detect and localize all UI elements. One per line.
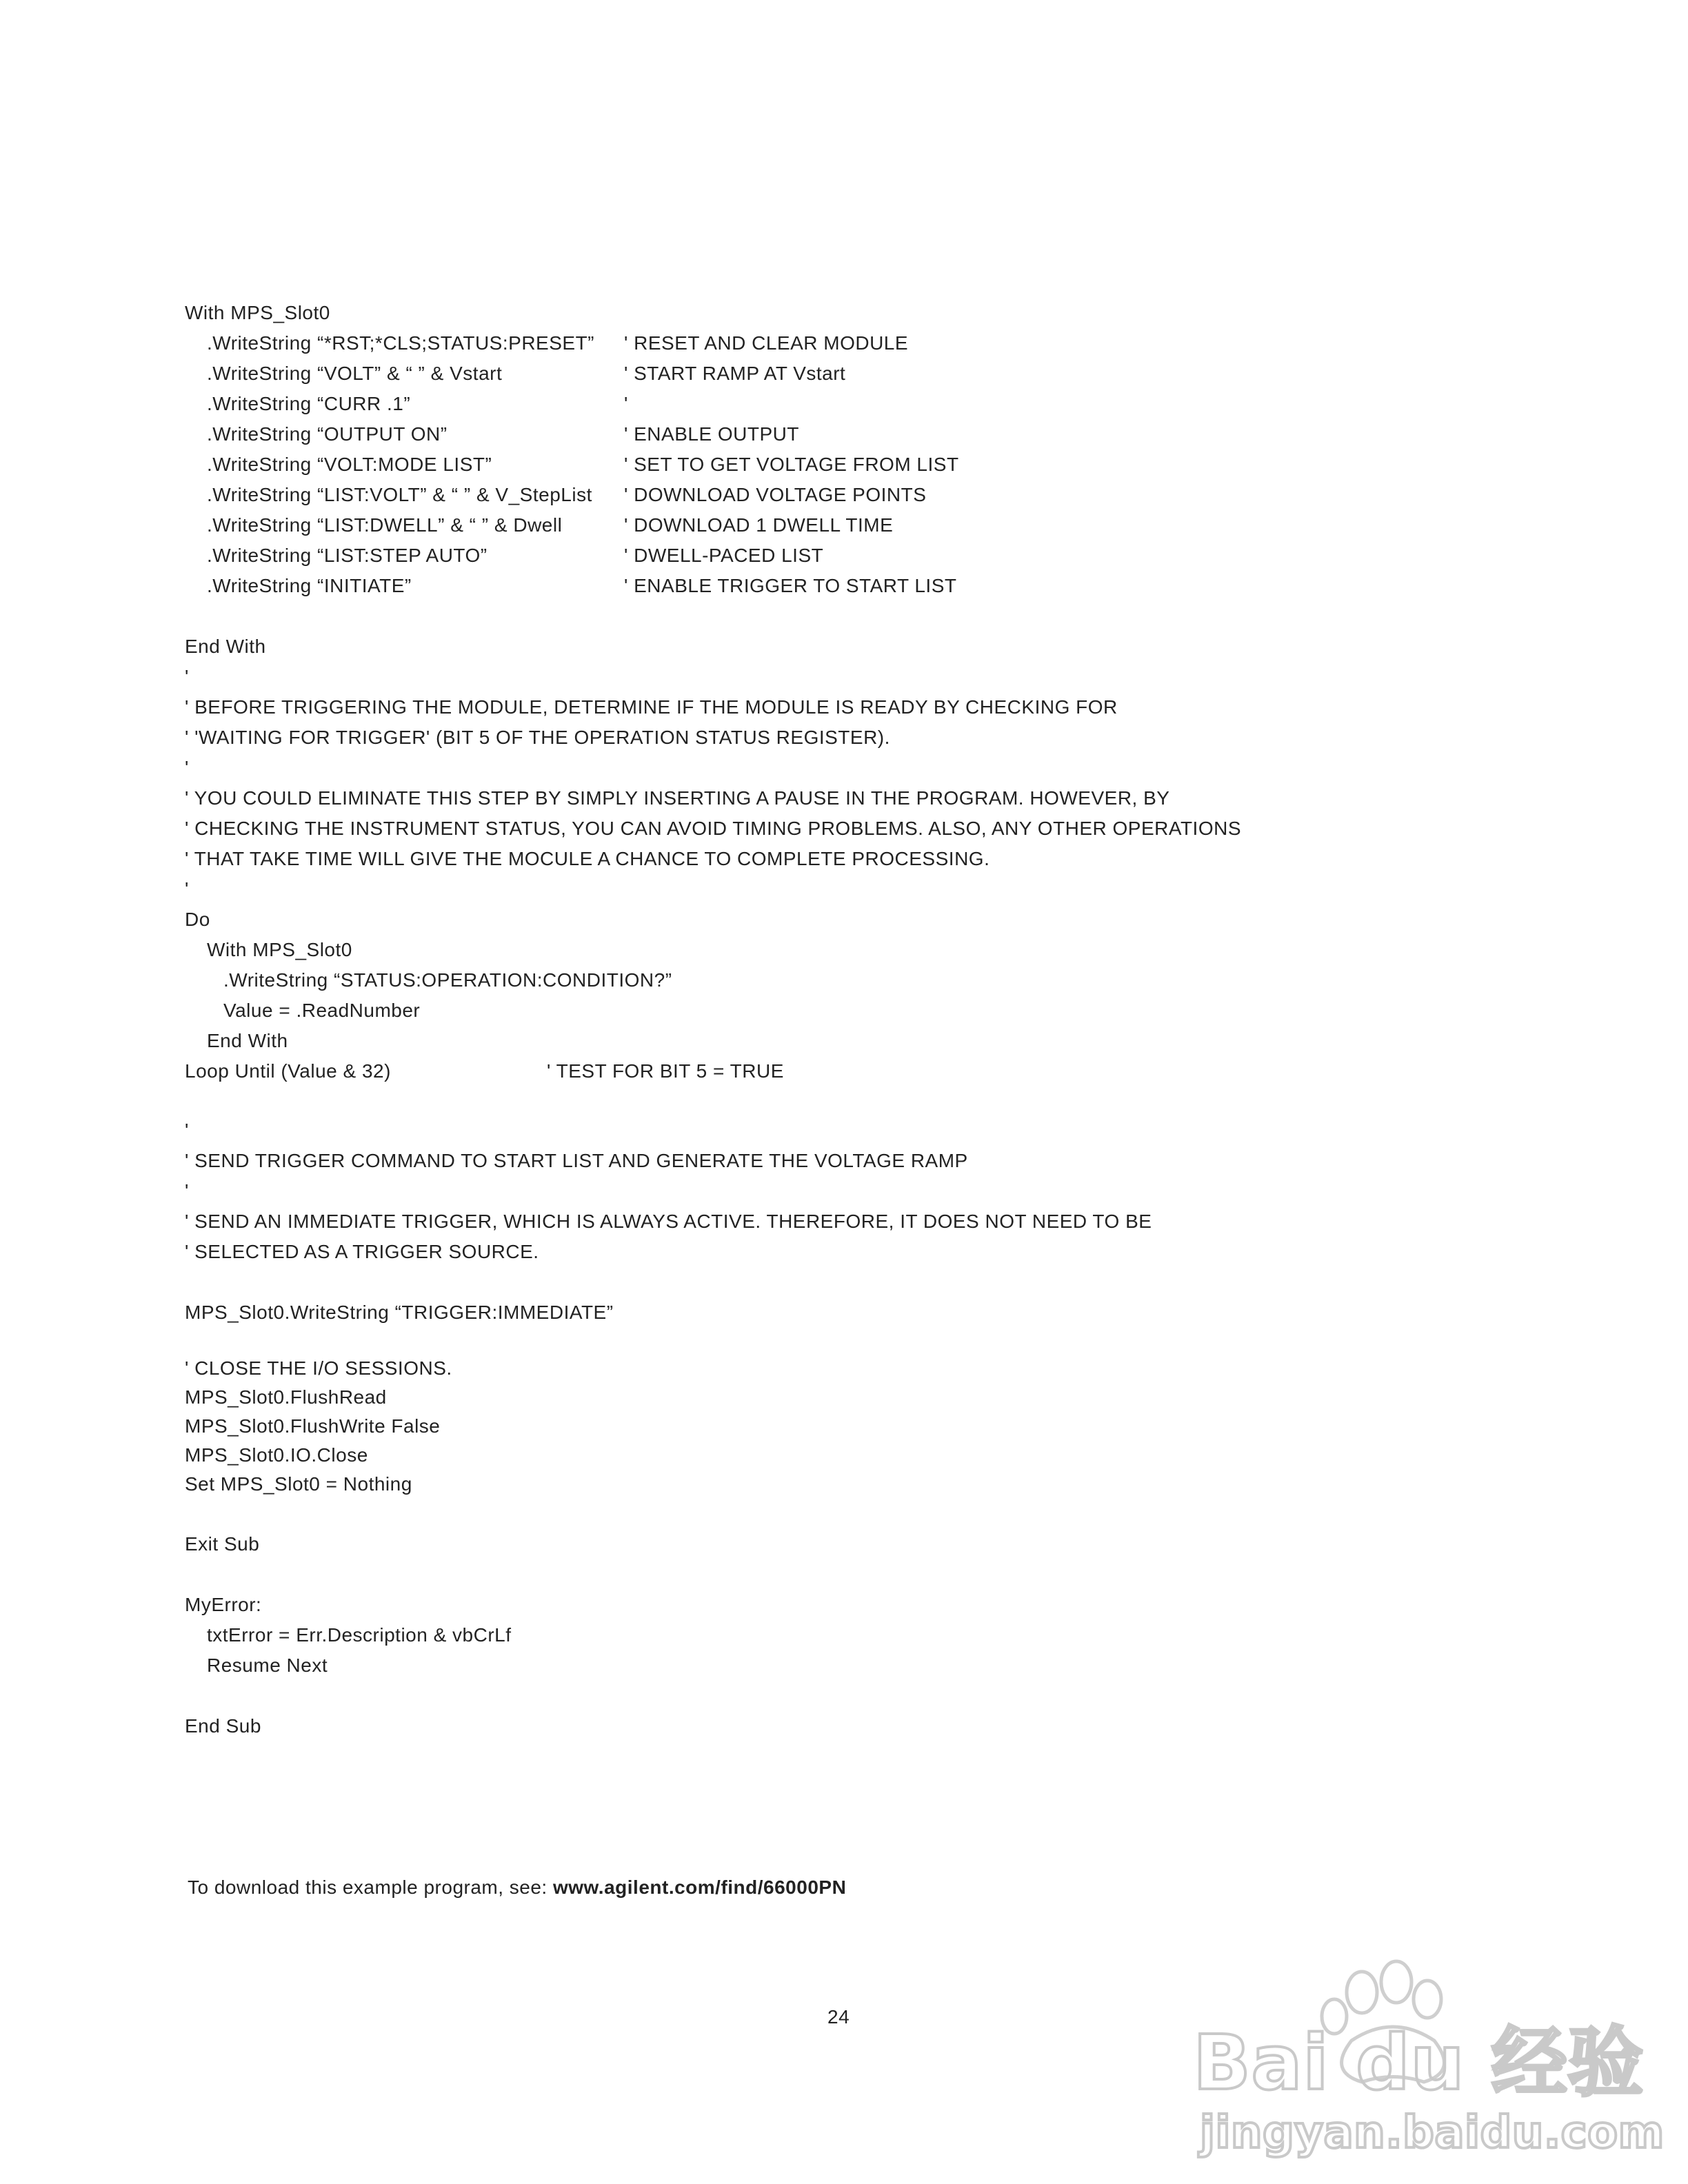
- code-text: ' SEND TRIGGER COMMAND TO START LIST AND GENERATE THE VOLTAGE RAMP: [185, 1150, 968, 1171]
- code-comment: ' TEST FOR BIT 5 = TRUE: [547, 1060, 784, 1082]
- code-comment: ' SET TO GET VOLTAGE FROM LIST: [624, 454, 959, 475]
- code-line: [185, 844, 1495, 874]
- code-line: [185, 722, 1495, 753]
- code-line: [185, 358, 1495, 389]
- code-line: [185, 1383, 1495, 1412]
- code-text: End Sub: [185, 1715, 261, 1737]
- watermark-brand: Bai du 经验: [1193, 2019, 1644, 2107]
- code-listing: [185, 298, 1495, 1741]
- code-text: ' CLOSE THE I/O SESSIONS.: [185, 1357, 452, 1379]
- code-text: End With: [185, 636, 266, 657]
- code-line: [185, 1297, 1495, 1328]
- code-line: [185, 480, 1495, 510]
- blank-line: [185, 1328, 1495, 1354]
- code-line: [185, 753, 1495, 783]
- code-text: .WriteString “OUTPUT ON”: [207, 423, 448, 445]
- code-text: ' 'WAITING FOR TRIGGER' (BIT 5 OF THE OPERATION STATUS REGISTER).: [185, 727, 890, 748]
- baidu-watermark-logo: [1186, 1951, 1665, 2158]
- code-comment: ' DWELL-PACED LIST: [624, 545, 824, 566]
- code-comment: ': [624, 393, 628, 414]
- code-text: MPS_Slot0.WriteString “TRIGGER:IMMEDIATE”: [185, 1302, 614, 1323]
- code-text: ' BEFORE TRIGGERING THE MODULE, DETERMINE IF THE MODULE IS READY BY CHECKING FOR: [185, 696, 1118, 718]
- code-text: .WriteString “*RST;*CLS;STATUS:PRESET”: [207, 332, 594, 354]
- code-line: [185, 571, 1495, 601]
- code-text: MPS_Slot0.IO.Close: [185, 1444, 368, 1466]
- code-text: Loop Until (Value & 32): [185, 1060, 391, 1082]
- code-line: [185, 1590, 1495, 1620]
- code-text: .WriteString “LIST:DWELL” & “ ” & Dwell: [207, 514, 563, 536]
- code-comment: ' ENABLE OUTPUT: [624, 423, 800, 445]
- code-line: [185, 540, 1495, 571]
- code-line: [185, 874, 1495, 904]
- code-comment: ' ENABLE TRIGGER TO START LIST: [624, 575, 957, 596]
- download-link[interactable]: www.agilent.com/find/66000PN: [553, 1877, 847, 1898]
- code-line: [185, 1650, 1495, 1681]
- code-text: ': [185, 757, 189, 778]
- code-text: .WriteString “LIST:STEP AUTO”: [207, 545, 488, 566]
- code-text: Set MPS_Slot0 = Nothing: [185, 1473, 412, 1495]
- code-line: [185, 510, 1495, 540]
- code-text: .WriteString “VOLT:MODE LIST”: [207, 454, 492, 475]
- code-line: [185, 965, 1495, 995]
- code-line: [185, 692, 1495, 722]
- code-line: [185, 935, 1495, 965]
- code-line: [185, 631, 1495, 662]
- code-text: .WriteString “STATUS:OPERATION:CONDITION?”: [223, 969, 672, 991]
- blank-line: [185, 1681, 1495, 1711]
- watermark-url: jingyan.baidu.com: [1200, 2107, 1665, 2158]
- code-line: [185, 389, 1495, 419]
- download-note: [188, 1877, 846, 1899]
- code-text: Resume Next: [207, 1655, 328, 1676]
- code-text: ': [185, 1180, 189, 1202]
- code-line: [185, 1056, 1495, 1086]
- code-line: [185, 1620, 1495, 1650]
- code-line: [185, 1354, 1495, 1383]
- code-line: [185, 1206, 1495, 1237]
- blank-line: [185, 601, 1495, 631]
- code-line: [185, 1237, 1495, 1267]
- code-text: ' YOU COULD ELIMINATE THIS STEP BY SIMPLY INSERTING A PAUSE IN THE PROGRAM. HOWEVER, BY: [185, 787, 1170, 809]
- code-text: ' SELECTED AS A TRIGGER SOURCE.: [185, 1241, 539, 1262]
- code-line: [185, 1529, 1495, 1559]
- code-text: MPS_Slot0.FlushWrite False: [185, 1415, 441, 1437]
- code-line: [185, 904, 1495, 935]
- code-line: [185, 1441, 1495, 1470]
- code-text: ' CHECKING THE INSTRUMENT STATUS, YOU CAN AVOID TIMING PROBLEMS. ALSO, ANY OTHER OPERATIONS: [185, 818, 1242, 839]
- code-line: [185, 1146, 1495, 1176]
- code-text: ': [185, 878, 189, 900]
- code-line: [185, 298, 1495, 328]
- code-line: [185, 1470, 1495, 1499]
- download-note-text: To download this example program, see:: [188, 1877, 553, 1898]
- code-text: ' THAT TAKE TIME WILL GIVE THE MOCULE A CHANCE TO COMPLETE PROCESSING.: [185, 848, 990, 869]
- code-line: [185, 783, 1495, 813]
- code-text: .WriteString “VOLT” & “ ” & Vstart: [207, 363, 503, 384]
- code-line: [185, 1412, 1495, 1441]
- blank-line: [185, 1499, 1495, 1529]
- code-text: Do: [185, 909, 210, 930]
- code-line: [185, 328, 1495, 358]
- code-line: [185, 449, 1495, 480]
- blank-line: [185, 1267, 1495, 1297]
- code-text: ': [185, 666, 189, 687]
- code-text: With MPS_Slot0: [207, 939, 352, 960]
- code-comment: ' DOWNLOAD VOLTAGE POINTS: [624, 484, 927, 505]
- page-number: 24: [827, 2006, 850, 2028]
- code-line: [185, 1711, 1495, 1741]
- code-comment: ' RESET AND CLEAR MODULE: [624, 332, 909, 354]
- code-text: ': [185, 1120, 189, 1141]
- code-text: With MPS_Slot0: [185, 302, 330, 323]
- code-line: [185, 995, 1495, 1026]
- code-text: MyError:: [185, 1594, 262, 1615]
- blank-line: [185, 1559, 1495, 1590]
- code-line: [185, 813, 1495, 844]
- code-text: .WriteString “LIST:VOLT” & “ ” & V_StepList: [207, 484, 592, 505]
- code-text: MPS_Slot0.FlushRead: [185, 1386, 387, 1408]
- code-text: ' SEND AN IMMEDIATE TRIGGER, WHICH IS ALWAYS ACTIVE. THEREFORE, IT DOES NOT NEED TO BE: [185, 1211, 1152, 1232]
- code-comment: ' START RAMP AT Vstart: [624, 363, 846, 384]
- code-text: Value = .ReadNumber: [223, 1000, 421, 1021]
- blank-line: [185, 1086, 1495, 1115]
- code-line: [185, 1115, 1495, 1146]
- code-comment: ' DOWNLOAD 1 DWELL TIME: [624, 514, 894, 536]
- code-line: [185, 1026, 1495, 1056]
- code-line: [185, 1176, 1495, 1206]
- code-text: Exit Sub: [185, 1533, 260, 1555]
- code-text: End With: [207, 1030, 288, 1051]
- code-text: txtError = Err.Description & vbCrLf: [207, 1624, 512, 1646]
- code-line: [185, 662, 1495, 692]
- code-text: .WriteString “INITIATE”: [207, 575, 412, 596]
- code-text: .WriteString “CURR .1”: [207, 393, 411, 414]
- code-line: [185, 419, 1495, 449]
